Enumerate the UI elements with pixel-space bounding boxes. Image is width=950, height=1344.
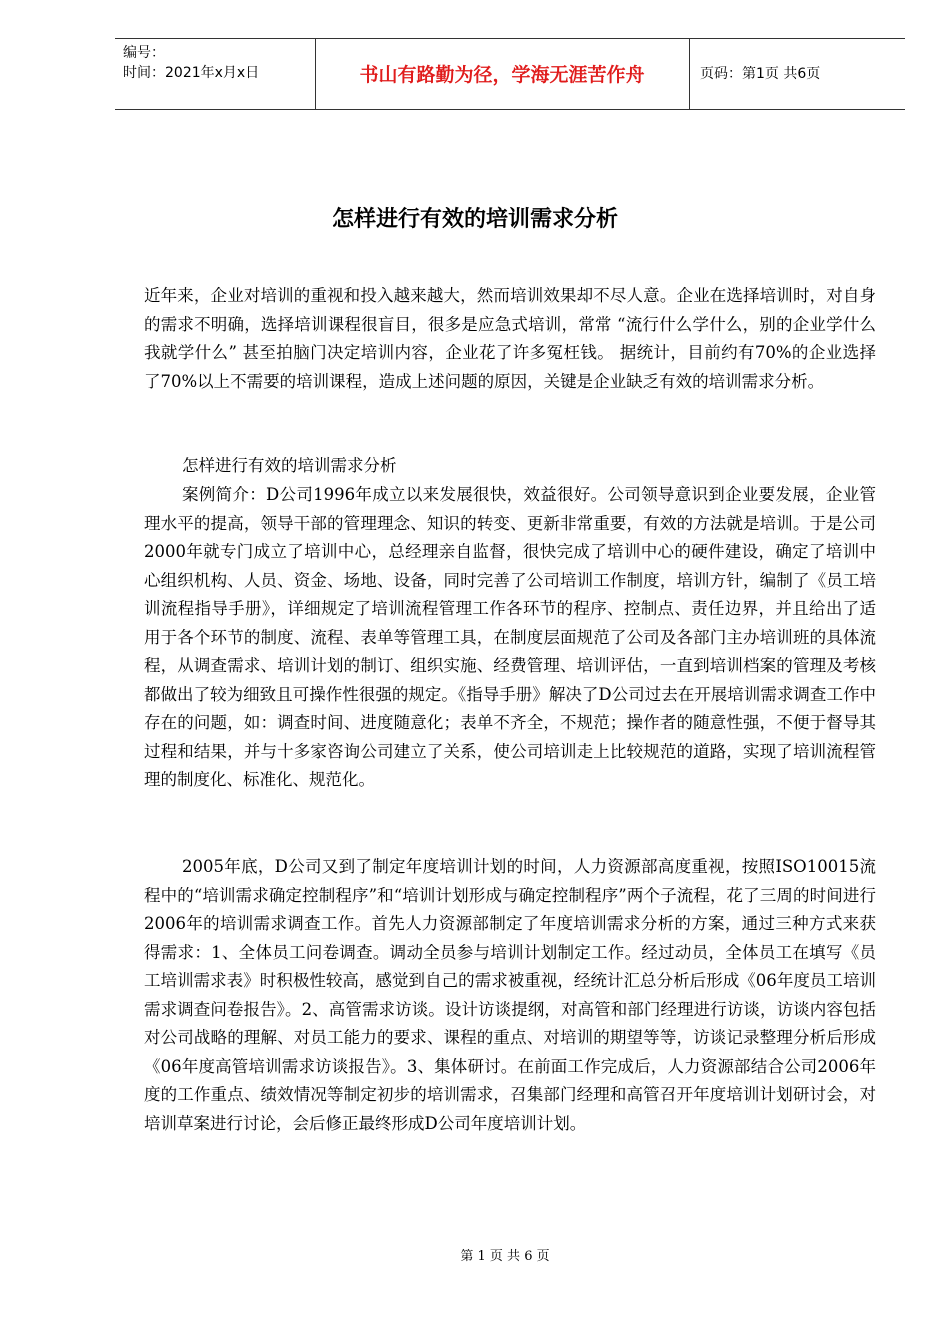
process-paragraph: 2005年底，D公司又到了制定年度培训计划的时间，人力资源部高度重视，按照ISO10015流程中的“培训需求确定控制程序”和“培训计划形成与确定控制程序”两个子流程，花了三周的时间进行2006年的培训需求调查工作。首先人力资源部制定了年度培训需求分析的方案，通过三种方式来获得需求：1、全体员工问卷调查。调动全员参与培训计划制定工作。经过动员，全体员工在填写《员工培训需求表》时积极性较高，感觉到自己的需求被重视，经统计汇总分析后形成《06年度员工培训需求调查问卷报告》。2、高管需求访谈。设计访谈提纲，对高管和部门经理进行访谈，访谈内容包括对公司战略的理解、对员工能力的要求、课程的重点、对培训的期望等等，访谈记录整理分析后形成《06年度高管培训需求访谈报告》。3、集体研讨。在前面工作完成后，人力资源部结合公司2006年度的工作重点、绩效情况等制定初步的培训需求，召集部门经理和高管召开年度培训计划研讨会，对培训草案进行讨论，会后修正最终形成D公司年度培训计划。 — [144, 857, 876, 1133]
intro-paragraph: 近年来，企业对培训的重视和投入越来越大，然而培训效果却不尽人意。企业在选择培训时，对自身的需求不明确，选择培训课程很盲目，很多是应急式培训，常常 “流行什么学什么，别的企业学什么我就学什么” 甚至拍脑门决定培训内容，企业花了许多冤枉钱。 据统计，目前约有70%的企业选择了70%以上不需要的培训课程，造成上述问题的原因，关键是企业缺乏有效的培训需求分析。 — [144, 286, 876, 391]
page-code: 页码：第1页 共6页 — [700, 66, 821, 82]
header-page-cell — [690, 39, 905, 109]
motto-text: 书山有路勤为径，学海无涯苦作舟 — [359, 64, 645, 86]
time-label: 时间：2021年x月x日 — [123, 65, 260, 81]
case-paragraph: 案例简介：D公司1996年成立以来发展很快，效益很好。公司领导意识到企业要发展，企业管理水平的提高，领导干部的管理理念、知识的转变、更新非常重要，有效的方法就是培训。于是公司2000年就专门成立了培训中心，总经理亲自监督，很快完成了培训中心的硬件建设，确定了培训中心组织机构、人员、资金、场地、设备，同时完善了公司培训工作制度，培训方针，编制了《员工培训流程指导手册》，详细规定了培训流程管理工作各环节的程序、控制点、责任边界，并且给出了适用于各个环节的制度、流程、表单等管理工具，在制度层面规范了公司及各部门主办培训班的具体流程，从调查需求、培训计划的制订、组织实施、经费管理、培训评估，一直到培训档案的管理及考核都做出了较为细致且可操作性很强的规定。《指导手册》解决了D公司过去在开展培训需求调查工作中存在的问题，如：调查时间、进度随意化；表单不齐全，不规范；操作者的随意性强，不便于督导其过程和结果，并与十多家咨询公司建立了关系，使公司培训走上比较规范的道路，实现了培训流程管理的制度化、标准化、规范化。 — [144, 485, 876, 789]
header-motto-cell — [315, 39, 690, 109]
section-heading: 怎样进行有效的培训需求分析 — [182, 456, 397, 475]
page-header — [115, 38, 905, 110]
document-title: 怎样进行有效的培训需求分析 — [331, 207, 618, 232]
page-footer: 第 1 页 共 6 页 — [460, 1249, 550, 1264]
number-label: 编号： — [123, 45, 165, 61]
header-meta-cell — [115, 39, 316, 109]
